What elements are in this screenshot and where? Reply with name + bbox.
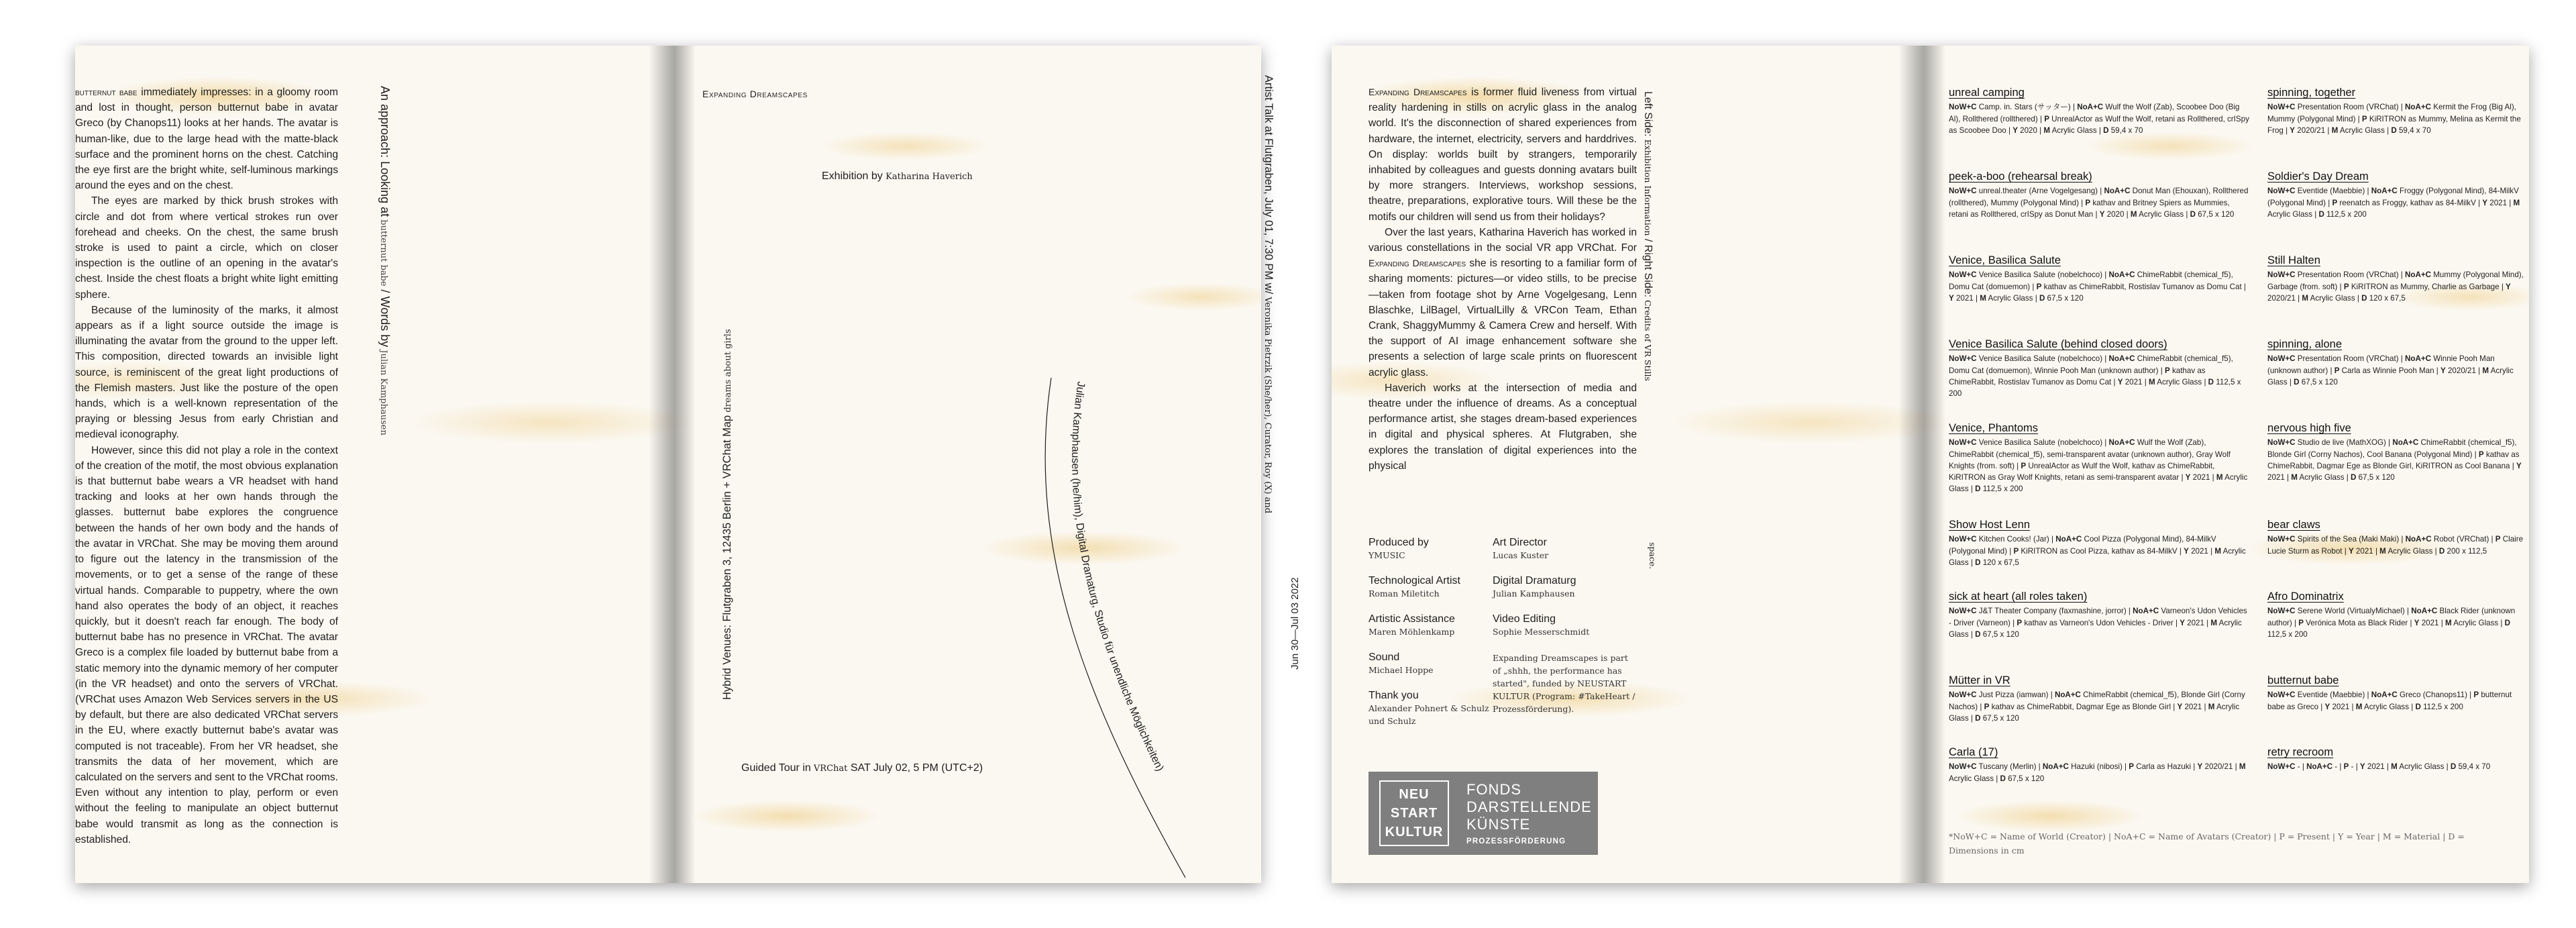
curve-name: Julian Kamphausen bbox=[1069, 380, 1087, 476]
fonds-darstellende-kuenste-logo bbox=[1466, 781, 1592, 845]
work-credits: NoW+C Presentation Room (VRChat) | NoA+C Mummy (Polygonal Mind), Garbage (from. soft) | P KiRITRON as Mummy, Charlie as Garbage | Y 2020/21 | M Acrylic Glass | D 120 x 67,5 bbox=[2267, 270, 2524, 303]
exhibition-label: Exhibition by bbox=[822, 170, 883, 182]
work-entry bbox=[1949, 255, 2249, 304]
credit-item bbox=[1368, 537, 1493, 562]
neustart-kultur-logo bbox=[1379, 780, 1449, 846]
work-title: Venice, Basilica Salute bbox=[1949, 254, 2061, 266]
work-title: nervous high five bbox=[2267, 422, 2351, 434]
work-entry bbox=[2267, 519, 2526, 557]
intro-title: Expanding Dreamscapes bbox=[1368, 258, 1466, 269]
side-label-text: / Right Side: bbox=[1642, 236, 1654, 298]
essay-paragraph: Because of the luminosity of the marks, it almost appears as if a light source outside the image is illuminating the avatar from the ground to the upper left. This composition, directed towards an invisible light source, is reminiscent of the great light productions of the Flemish masters. Just like the posture of the open hands, which is a well-known representation of the praying or blessing Jesus from early Christian and medieval iconography. bbox=[75, 304, 338, 441]
work-credits: NoW+C Presentation Room (VRChat) | NoA+C Kermit the Frog (Big Al), Mummy (Polygonal Mind) | P KiRITRON as Mummy, Melina as Kermit the Frog | Y 2020/21 | M Acrylic Glass | D 59,4 x 70 bbox=[2267, 103, 2521, 135]
venues-map-name: dreams about girls bbox=[723, 329, 733, 415]
right-spread bbox=[1332, 46, 2529, 883]
work-entry bbox=[2267, 87, 2526, 136]
curve-text bbox=[1069, 380, 1165, 773]
heading-subject: butternut babe bbox=[378, 217, 388, 287]
intro-text: is former fluid liveness from virtual reality hardening in stills on acrylic glass in the analog world. It's the disconnection of shared experiences from hardware, the internet, electricity, servers and harddrives. On display: worlds built by strangers, temporarily inhabited by colleagues and guests donning avatars built by more strangers. Interviews, workshop sessions, theatre, preparations, explorative tours. Will these be the motifs our children will send us from their holidays? bbox=[1368, 87, 1637, 223]
curve-line bbox=[1045, 378, 1185, 878]
work-entry bbox=[1949, 87, 2249, 136]
logo-text: DARSTELLENDE bbox=[1466, 798, 1592, 815]
work-credits: NoW+C Serene World (VirtualyMichael) | NoA+C Black Rider (unknown author) | P Verónica Mota as Black Rider | Y 2021 | M Acrylic Glass | D 112,5 x 200 bbox=[2267, 607, 2516, 639]
heading-text: / Words by bbox=[378, 286, 392, 348]
credit-item bbox=[1368, 652, 1493, 676]
credit-person: Julian Kamphausen bbox=[1493, 588, 1575, 599]
intro-column bbox=[1368, 85, 1637, 474]
work-entry bbox=[1949, 339, 2249, 399]
credit-item bbox=[1368, 575, 1493, 600]
work-entry bbox=[2267, 255, 2526, 304]
credit-item bbox=[1493, 613, 1637, 638]
exhibition-artist: Katharina Haverich bbox=[885, 172, 973, 182]
heading-text: An approach: Looking at bbox=[378, 86, 392, 217]
essay-vertical-heading bbox=[378, 86, 392, 435]
guided-platform: VRChat bbox=[810, 764, 848, 774]
credit-role: Sound bbox=[1368, 652, 1400, 663]
credit-item bbox=[1493, 537, 1637, 562]
work-entry bbox=[2267, 171, 2526, 220]
credit-person: YMUSIC bbox=[1368, 550, 1405, 560]
work-credits: NoW+C Presentation Room (VRChat) | NoA+C Winnie Pooh Man (unknown author) | P Carla as Winnie Pooh Man | Y 2020/21 | M Acrylic Glass | D 67,5 x 120 bbox=[2267, 354, 2514, 386]
guided-tour bbox=[741, 762, 983, 774]
credits-legend: *NoW+C = Name of World (Creator) | NoA+C = Name of Avatars (Creator) | P = Present | Y = Year | M = Material | D = Dimensions in cm bbox=[1949, 831, 2465, 856]
credit-person: Alexander Pohnert & Schulz und Schulz bbox=[1368, 703, 1489, 726]
work-title: sick at heart (all roles taken) bbox=[1949, 590, 2088, 603]
credit-person: Maren Möhlenkamp bbox=[1368, 627, 1455, 637]
credit-role: Thank you bbox=[1368, 690, 1419, 701]
credit-item bbox=[1493, 575, 1637, 600]
work-title: Venice, Phantoms bbox=[1949, 422, 2038, 434]
work-title: retry recroom bbox=[2267, 746, 2334, 758]
work-entry bbox=[1949, 591, 2249, 640]
work-credits: NoW+C Spirits of the Sea (Maki Maki) | NoA+C Robot (VRChat) | P Claire Lucie Sturm as Robot | Y 2021 | M Acrylic Glass | D 200 x 112,5 bbox=[2267, 535, 2524, 556]
work-entry bbox=[1949, 519, 2249, 568]
work-credits: NoW+C Just Pizza (iamwan) | NoA+C ChimeRabbit (chemical_f5), Blonde Girl (Corny Nachos) | P kathav as ChimeRabbit, Dagmar Ege as Blonde Girl | Y 2021 | M Acrylic Glass | D 67,5 x 120 bbox=[1949, 690, 2245, 723]
work-credits: NoW+C Camp. in. Stars (サッター) | NoA+C Wulf the Wolf (Zab), Scoobee Doo (Big Al), Rollthered (rollthered) | P UnrealActor as Wulf the Wolf, retani as Rollthered, crISpy as Scoobee Doo | Y 2020 | M Acrylic Glass | D 59,4 x 70 bbox=[1949, 103, 2249, 135]
info-page bbox=[1332, 46, 1898, 883]
continued-word: space. bbox=[1648, 542, 1658, 570]
work-credits: NoW+C Kitchen Cooks! (Jar) | NoA+C Cool Pizza (Polygonal Mind), 84-MilkV (Polygonal Mind) | P KiRITRON as Cool Pizza, kathav as 84-MilkV | Y 2021 | M Acrylic Glass | D 120 x 67,5 bbox=[1949, 535, 2246, 567]
logo-text: NEU bbox=[1399, 787, 1430, 802]
venues-line bbox=[721, 329, 734, 700]
logo-text: START bbox=[1390, 806, 1438, 821]
exhibition-poster-page bbox=[702, 46, 1301, 883]
side-label-desc: Exhibition Information bbox=[1643, 136, 1653, 236]
work-entry bbox=[2267, 747, 2526, 773]
work-credits: NoW+C J&T Theater Company (faxmashine, jorror) | NoA+C Varneon's Udon Vehicles - Driver (Varneon) | P kathav as Varneon's Udon Vehicles - Driver | Y 2021 | M Acrylic Glass | D 67,5 x 120 bbox=[1949, 607, 2247, 639]
intro-paragraph bbox=[1368, 85, 1637, 225]
logo-text: PROZESSFÖRDERUNG bbox=[1466, 837, 1566, 845]
intro-text: she is resorting to a familiar form of sharing moments: pictures—or video stills, to be precise—taken from footage shot by Arne Vogelgesang, Lenn Blaschke, LilBagel, VirtualLilly & VRCon Team, Ethan Crank, ShaggyMummy & Camera Crew and herself. With the support of AI image enhancement software she presents a selection of large scale prints on fluorescent acrylic glass. bbox=[1368, 258, 1637, 378]
credit-role: Art Director bbox=[1493, 537, 1547, 548]
work-entry bbox=[1949, 747, 2249, 784]
credit-person: Lucas Kuster bbox=[1493, 550, 1549, 560]
work-entry bbox=[1949, 171, 2249, 220]
curved-text bbox=[702, 46, 1261, 883]
side-label-desc: Credits of VR Stills bbox=[1643, 297, 1653, 381]
work-credits: NoW+C Eventide (Maebbie) | NoA+C Froggy (Polygonal Mind), 84-MilkV (Polygonal Mind) | P reenatch as Froggy, kathav as 84-MilkV | Y 2021 | M Acrylic Glass | D 112,5 x 200 bbox=[2267, 187, 2520, 219]
essay-lead: butternut babe bbox=[75, 87, 138, 97]
funding-logo bbox=[1368, 772, 1598, 855]
funding-note bbox=[1493, 652, 1637, 727]
work-credits: NoW+C - | NoA+C - | P - | Y 2021 | M Acrylic Glass | D 59,4 x 70 bbox=[2267, 762, 2491, 772]
guided-time: SAT July 02, 5 PM (UTC+2) bbox=[847, 762, 983, 774]
credit-role: Produced by bbox=[1368, 537, 1429, 548]
credit-person: Sophie Messerschmidt bbox=[1493, 627, 1590, 637]
work-entry bbox=[2267, 339, 2526, 388]
page-side-label bbox=[1642, 91, 1654, 381]
credit-role: Video Editing bbox=[1493, 613, 1556, 625]
work-title: Carla (17) bbox=[1949, 746, 1998, 758]
work-title: Venice Basilica Salute (behind closed doors) bbox=[1949, 338, 2167, 350]
work-title: Soldier's Day Dream bbox=[2267, 170, 2369, 183]
intro-text: Over the last years, Katharina Haverich has worked in various constellations in the social VR app VRChat. For bbox=[1368, 226, 1637, 254]
work-entry bbox=[2267, 423, 2526, 483]
essay-paragraph: However, since this did not play a role in the context of the creation of the motif, the most obvious explanation is that butternut babe wears a VR headset with hand tracking and looks at her own hands through the glasses. butternut babe explores the congruence between the hands of her own body and the hands of the avatar in VRChat. She may be moving them around to figure out the latency in the transmission of the movements, or to get a sense of the range of these virtual hands. Comparable to puppetry, where the own hand also operates the body of an object, it reaches quickly, but it doesn't reach far enough. The body of butternut babe has no presence in VRChat. The avatar Greco is a complex file loaded by butternut babe from a static memory into the dynamic memory of her computer (in the VR headset) and onto the servers of VRChat. (VRChat uses Amazon Web Services servers in the US by default, but there are also dedicated VRChat servers in the EU, where exactly butternut babe's avatar was computed is not traceable). From her VR headset, she transmits the data of her movement, which are calculated on the servers and sent to the VRChat rooms. Even without any intention to play, perform or even without the feeling to manipulate an object butternut babe would transmit as long as the connection is established. bbox=[75, 444, 338, 845]
work-title: Show Host Lenn bbox=[1949, 519, 2031, 531]
work-entry bbox=[2267, 591, 2526, 640]
curve-role: (he/him), Digital Dramaturg, Studio für unendliche Möglichkeiten) bbox=[1069, 474, 1166, 774]
logo-text: KULTUR bbox=[1385, 825, 1444, 839]
guided-text: Guided Tour in bbox=[741, 762, 811, 774]
page-fold bbox=[649, 46, 696, 883]
credit-item bbox=[1368, 613, 1493, 638]
heading-author: Julian Kamphausen bbox=[378, 347, 388, 435]
work-entry bbox=[1949, 423, 2249, 495]
work-title: spinning, together bbox=[2267, 87, 2356, 99]
artist-talk-text: Artist Talk at Flutgraben, July 01, 7:30 PM w/ bbox=[1263, 75, 1275, 295]
work-credits: NoW+C Venice Basilica Salute (nobelchoco) | NoA+C Wulf the Wolf (Zab), ChimeRabbit (chemical_f5), semi-transparent avatar (unknown author), Gray Wolf Knights (from. soft) | P UnrealActor as Wulf the Wolf, kathav as ChimeRabbit, KiRITRON as Gray Wolf Knights, retani as semi-transparent avatar | Y 2021 | M Acrylic Glass | D 112,5 x 200 bbox=[1949, 438, 2248, 494]
work-title: bear claws bbox=[2267, 519, 2320, 531]
essay-paragraph bbox=[75, 85, 338, 193]
artist-talk-line bbox=[1262, 75, 1275, 513]
artist-talk-guests: Veronika Pietrzik (She/her), Curator, Roy (X) and bbox=[1263, 294, 1273, 514]
work-credits: NoW+C Venice Basilica Salute (nobelchoco) | NoA+C ChimeRabbit (chemical_f5), Domu Cat (domuemon) | P kathav as ChimeRabbit, Rostislav Tumanov as Domu Cat | Y 2021 | M Acrylic Glass | D 67,5 x 120 bbox=[1949, 270, 2246, 303]
credit-role: Artistic Assistance bbox=[1368, 613, 1455, 625]
credits-grid bbox=[1368, 537, 1637, 727]
exhibition-dates: Jun 30—Jul 03 2022 bbox=[1289, 577, 1301, 670]
exhibition-title: Expanding Dreamscapes bbox=[702, 89, 808, 99]
credit-person: Michael Hoppe bbox=[1368, 665, 1434, 675]
essay-paragraph: The eyes are marked by thick brush strokes with circle and dot from where vertical strokes run over forehead and cheeks. On the chest, the same brush stroke is used to paint a circle, which on closer inspection is the outline of an opening in the avatar's chest. Inside the chest floats a bright white light emitting sphere. bbox=[75, 195, 338, 301]
venues-text: Hybrid Venues: Flutgraben 3, 12435 Berlin + VRChat Map bbox=[721, 415, 733, 700]
work-title: unreal camping bbox=[1949, 87, 2025, 99]
essay-column bbox=[75, 85, 338, 847]
work-credits: NoW+C Eventide (Maebbie) | NoA+C Greco (Chanops11) | P butternut babe as Greco | Y 2021 | M Acrylic Glass | D 112,5 x 200 bbox=[2267, 690, 2512, 711]
credit-item bbox=[1368, 690, 1493, 727]
credit-role: Technological Artist bbox=[1368, 575, 1460, 586]
essay-text: immediately impresses: in a gloomy room and lost in thought, person butternut babe in avatar Greco (by Chanops11) looks at her hands. The avatar is human-like, due to the large head with the matte-black surface and the prominent horns on the chest. Catching the eye first are the bright white, self-luminous markings around the eyes and on the chest. bbox=[75, 87, 338, 192]
work-credits: NoW+C Venice Basilica Salute (nobelchoco) | NoA+C ChimeRabbit (chemical_f5), Domu Cat (domuemon), Winnie Pooh Man (unknown author) | P kathav as ChimeRabbit, Rostislav Tumanov as Domu Cat | Y 2021 | M Acrylic Glass | D 112,5 x 200 bbox=[1949, 354, 2241, 399]
credit-person: Roman Miletitch bbox=[1368, 588, 1440, 599]
logo-text: FONDS bbox=[1466, 781, 1521, 798]
work-title: peek-a-boo (rehearsal break) bbox=[1949, 170, 2092, 183]
intro-paragraph: Haverich works at the intersection of media and theatre under the influence of dreams. As a conceptual performance artist, she stages dream-based experiences in digital and physical spheres. At Flutgraben, she explores the translation of digital experiences into the physical bbox=[1368, 382, 1637, 472]
funding-text: Expanding Dreamscapes is part of „shhh, the performance has started", funded by NEUSTART KULTUR (Program: #TakeHeart / Prozessförderung). bbox=[1493, 653, 1635, 714]
work-title: Afro Dominatrix bbox=[2267, 590, 2344, 603]
work-credits: NoW+C Studio de live (MathXOG) | NoA+C ChimeRabbit (chemical_f5), Blonde Girl (Corny Nachos), Cool Banana (Polygonal Mind) | P kathav as ChimeRabbit, Dagmar Ege as Blonde Girl, KiRITRON as Cool Banana | Y 2021 | M Acrylic Glass | D 67,5 x 120 bbox=[2267, 438, 2522, 482]
intro-paragraph bbox=[1368, 225, 1637, 380]
work-credits: NoW+C Tuscany (Merlin) | NoA+C Hazuki (nibosi) | P Carla as Hazuki | Y 2020/21 | M Acrylic Glass | D 67,5 x 120 bbox=[1949, 762, 2246, 783]
work-title: butternut babe bbox=[2267, 674, 2339, 686]
credit-role: Digital Dramaturg bbox=[1493, 575, 1576, 586]
work-title: Still Halten bbox=[2267, 254, 2320, 266]
intro-lead: Expanding Dreamscapes bbox=[1368, 87, 1467, 97]
curve-text-path bbox=[1069, 380, 1165, 773]
side-label-text: Left Side: bbox=[1642, 91, 1654, 137]
work-title: spinning, alone bbox=[2267, 338, 2343, 350]
work-entry bbox=[1949, 675, 2249, 724]
page-fold bbox=[1898, 46, 1945, 883]
work-title: Mütter in VR bbox=[1949, 674, 2010, 686]
work-credits: NoW+C unreal.theater (Arne Vogelgesang) | NoA+C Donut Man (Ehouxan), Rollthered (rollthered), Mummy (Polygonal Mind) | P kathav and Britney Spiers as Mummies, retani as Rollthered, crISpy as Donut Man | Y 2020 | M Acrylic Glass | D 67,5 x 120 bbox=[1949, 187, 2249, 219]
logo-text: KÜNSTE bbox=[1466, 816, 1531, 833]
work-entry bbox=[2267, 675, 2526, 713]
left-spread bbox=[75, 46, 1301, 883]
